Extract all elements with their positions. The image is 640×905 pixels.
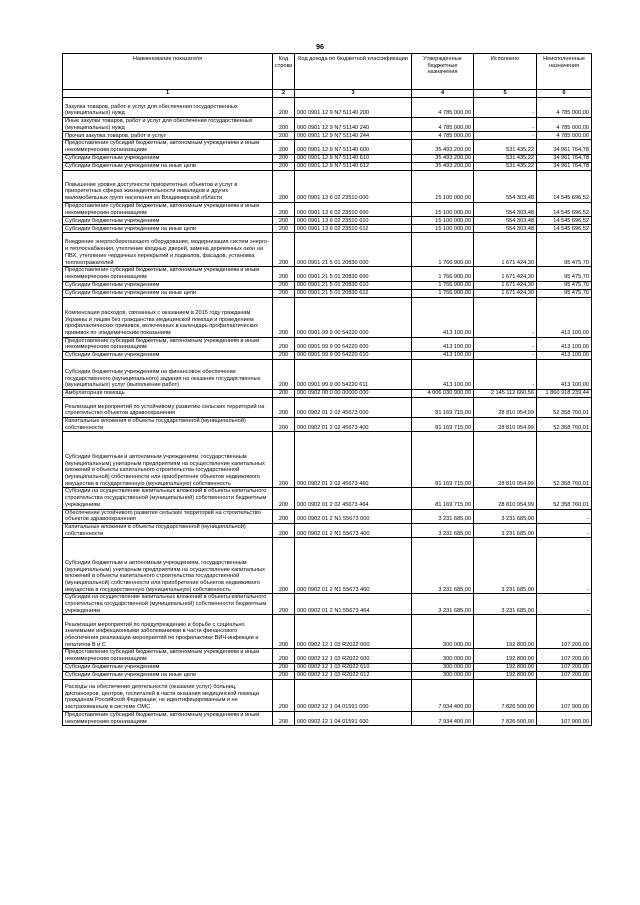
row-name: Субсидии на осуществление капитальных вложений в объекты капитального строительства государственной (муниципальной) собственности бюджетным учреждениям — [63, 594, 273, 615]
row-code: 200 — [273, 671, 295, 679]
row-approved: 3 231 685,00 — [412, 523, 474, 537]
table-row — [63, 360, 592, 390]
row-name: Амбулаторная помощь — [63, 390, 273, 398]
row-unexecuted: 413 100,00 — [537, 337, 592, 351]
row-code: 200 — [273, 352, 295, 360]
row-approved: 1 766 900,00 — [412, 289, 474, 297]
row-unexecuted: 413 100,00 — [537, 297, 592, 337]
row-kbk: 000 0902 01 2 02 45673 464 — [295, 488, 412, 509]
row-approved: 3 231 685,00 — [412, 509, 474, 523]
row-unexecuted: 107 200,00 — [537, 649, 592, 663]
row-name: Капитальные вложения в объекты государственной (муниципальной) собственности — [63, 523, 273, 537]
row-code: 200 — [273, 488, 295, 509]
row-unexecuted: - — [537, 509, 592, 523]
row-unexecuted: 4 785 000,00 — [537, 98, 592, 118]
row-unexecuted: 95 475,70 — [537, 267, 592, 281]
row-approved: 81 169 715,00 — [412, 398, 474, 418]
row-unexecuted: 107 900,00 — [537, 711, 592, 725]
row-executed: 1 671 424,30 — [474, 281, 537, 289]
row-approved: 15 100 000,00 — [412, 225, 474, 233]
row-unexecuted: 14 545 696,52 — [537, 202, 592, 216]
table-row — [63, 297, 592, 337]
row-kbk: 000 0901 12 9 N7 51140 610 — [295, 154, 412, 162]
table-row — [63, 398, 592, 418]
row-approved: 4 785 000,00 — [412, 98, 474, 118]
row-approved: 81 169 715,00 — [412, 488, 474, 509]
row-kbk: 000 0902 12 1 03 R2022 612 — [295, 671, 412, 679]
header-code: Код строки — [273, 54, 295, 90]
row-executed: 192 800,00 — [474, 663, 537, 671]
column-number: 3 — [295, 90, 412, 98]
row-kbk: 000 0901 99 9 00 54220 610 — [295, 352, 412, 360]
row-unexecuted: 4 785 000,00 — [537, 118, 592, 132]
row-unexecuted: 1 860 918 239,44 — [537, 390, 592, 398]
column-number: 1 — [63, 90, 273, 98]
row-code: 200 — [273, 289, 295, 297]
table-row — [63, 281, 592, 289]
table-row — [63, 390, 592, 398]
table-row — [63, 432, 592, 488]
row-executed: 1 671 424,30 — [474, 267, 537, 281]
row-kbk: 000 0901 12 9 N7 51140 600 — [295, 140, 412, 154]
row-code: 200 — [273, 649, 295, 663]
header-kbk: Код дохода по бюджетной классификации — [295, 54, 412, 90]
row-kbk: 000 0901 21 5 01 20830 600 — [295, 267, 412, 281]
table-row — [63, 132, 592, 140]
row-code: 200 — [273, 281, 295, 289]
row-unexecuted: 107 200,00 — [537, 663, 592, 671]
row-code: 200 — [273, 267, 295, 281]
row-approved: 4 785 000,00 — [412, 118, 474, 132]
row-name: Субсидии бюджетным учреждениям на финансовое обеспечение государственного (муниципального) задания на оказание государственных (муниципальных) услуг (выполнение работ) — [63, 360, 273, 390]
row-name: Субсидии бюджетным и автономным учреждениям, государственным (муниципальным) унитарным предприятиям на осуществление капитальных вложений в объекты капитального строительства государственной (муниципальной) собственности или приобретение объектов недвижимого имущества в государственную (муниципальную) собственность — [63, 432, 273, 488]
row-name: Повышение уровня доступности приоритетных объектов и услуг в приоритетных сферах жизнедеятельности инвалидов и других маломобильных групп населения во Владимирской области — [63, 170, 273, 202]
row-executed: 3 231 685,00 — [474, 523, 537, 537]
table-row — [63, 488, 592, 509]
row-name: Предоставление субсидий бюджетным, автономным учреждениям и иным некоммерческим организациям — [63, 711, 273, 725]
row-kbk: 000 0902 12 1 03 R2022 610 — [295, 663, 412, 671]
row-name: Предоставление субсидий бюджетным, автономным учреждениям и иным некоммерческим организациям — [63, 649, 273, 663]
table-row — [63, 594, 592, 615]
row-kbk: 000 0901 99 9 00 54220 000 — [295, 297, 412, 337]
table-row — [63, 170, 592, 202]
row-name: Компенсация расходов, связанных с оказанием в 2015 году гражданам Украины и лицам без гражданства медицинской помощи и проведением профилактических прививок, включенных в календарь профилактических прививок по эпидемическим показаниям — [63, 297, 273, 337]
table-row — [63, 337, 592, 351]
row-unexecuted: 95 475,70 — [537, 233, 592, 267]
row-executed: 28 810 954,99 — [474, 418, 537, 432]
row-kbk: 000 0902 12 1 04 01591 600 — [295, 711, 412, 725]
row-name: Предоставление субсидий бюджетным, автономным учреждениям и иным некоммерческим организациям — [63, 267, 273, 281]
row-name: Закупка товаров, работ и услуг для обеспечения государственных (муниципальных) нужд — [63, 98, 273, 118]
row-code: 200 — [273, 390, 295, 398]
table-row — [63, 233, 592, 267]
row-executed: 1 671 424,30 — [474, 233, 537, 267]
row-kbk: 000 0901 21 5 01 20830 000 — [295, 233, 412, 267]
row-kbk: 000 0901 13 6 02 23510 000 — [295, 170, 412, 202]
header-row — [63, 54, 592, 90]
table-row — [63, 267, 592, 281]
row-executed: 1 671 424,30 — [474, 289, 537, 297]
row-approved: 413 100,00 — [412, 297, 474, 337]
row-code: 200 — [273, 418, 295, 432]
row-kbk: 000 0901 12 9 N7 51140 200 — [295, 98, 412, 118]
row-approved: 81 169 715,00 — [412, 418, 474, 432]
row-kbk: 000 0902 12 1 04 01591 000 — [295, 679, 412, 711]
row-kbk: 000 0902 01 2 N1 55673 400 — [295, 523, 412, 537]
row-executed: 28 810 954,99 — [474, 398, 537, 418]
row-approved: 81 169 715,00 — [412, 432, 474, 488]
row-approved: 4 785 000,00 — [412, 132, 474, 140]
table-row — [63, 663, 592, 671]
row-approved: 300 000,00 — [412, 671, 474, 679]
row-unexecuted: 14 545 696,52 — [537, 225, 592, 233]
column-number: 6 — [537, 90, 592, 98]
row-approved: 300 000,00 — [412, 615, 474, 649]
row-approved: 1 766 900,00 — [412, 233, 474, 267]
row-kbk: 000 0902 12 1 03 R2022 600 — [295, 649, 412, 663]
table-body — [63, 98, 592, 726]
row-approved: 7 934 400,00 — [412, 711, 474, 725]
row-kbk: 000 0902 00 0 00 00000 000 — [295, 390, 412, 398]
row-code: 200 — [273, 233, 295, 267]
row-executed: 192 800,00 — [474, 649, 537, 663]
row-name: Прочая закупка товаров, работ и услуг — [63, 132, 273, 140]
row-code: 200 — [273, 523, 295, 537]
row-code: 200 — [273, 509, 295, 523]
row-unexecuted: 52 358 760,01 — [537, 488, 592, 509]
row-name: Субсидии бюджетным учреждениям — [63, 217, 273, 225]
row-unexecuted: 52 358 760,01 — [537, 432, 592, 488]
row-name: Субсидии бюджетным учреждениям — [63, 154, 273, 162]
budget-execution-table — [62, 53, 592, 726]
column-number: 5 — [474, 90, 537, 98]
row-executed: 192 800,00 — [474, 671, 537, 679]
row-executed: - — [474, 132, 537, 140]
row-unexecuted: 413 100,00 — [537, 352, 592, 360]
row-name: Предоставление субсидий бюджетным, автономным учреждениям и иным некоммерческим организациям — [63, 337, 273, 351]
row-executed: 554 303,48 — [474, 202, 537, 216]
row-approved: 15 100 000,00 — [412, 217, 474, 225]
row-unexecuted: 52 358 760,01 — [537, 398, 592, 418]
row-kbk: 000 0902 01 2 02 45673 400 — [295, 418, 412, 432]
table-row — [63, 140, 592, 154]
row-executed: - — [474, 297, 537, 337]
row-kbk: 000 0901 99 9 00 54220 600 — [295, 337, 412, 351]
table-row — [63, 98, 592, 118]
row-unexecuted: 413 100,00 — [537, 360, 592, 390]
row-code: 200 — [273, 711, 295, 725]
row-approved: 3 231 685,00 — [412, 594, 474, 615]
header-executed: Исполнено — [474, 54, 537, 90]
row-code: 200 — [273, 162, 295, 170]
row-code: 200 — [273, 679, 295, 711]
row-name: Субсидии бюджетным учреждениям на иные цели — [63, 289, 273, 297]
row-name: Субсидии бюджетным учреждениям на иные цели — [63, 671, 273, 679]
row-kbk: 000 0902 01 2 02 45673 460 — [295, 432, 412, 488]
row-name: Капитальные вложения в объекты государственной (муниципальной) собственности — [63, 418, 273, 432]
row-code: 200 — [273, 360, 295, 390]
row-kbk: 000 0901 13 6 02 23510 600 — [295, 202, 412, 216]
header-name: Наименование показателя — [63, 54, 273, 90]
row-name: Реализация мероприятий по устойчивому развитию сельских территорий на строительство объектов здравоохранения — [63, 398, 273, 418]
row-code: 200 — [273, 538, 295, 594]
row-executed: 3 231 685,00 — [474, 509, 537, 523]
row-unexecuted: 4 785 000,00 — [537, 132, 592, 140]
row-kbk: 000 0901 21 5 01 20830 612 — [295, 289, 412, 297]
row-name: Субсидии бюджетным учреждениям на иные цели — [63, 162, 273, 170]
row-unexecuted: 107 900,00 — [537, 679, 592, 711]
row-approved: 1 766 900,00 — [412, 281, 474, 289]
row-kbk: 000 0901 21 5 01 20830 610 — [295, 281, 412, 289]
row-name: Субсидии бюджетным учреждениям на иные цели — [63, 225, 273, 233]
row-kbk: 000 0902 01 2 N1 55673 000 — [295, 509, 412, 523]
row-approved: 3 231 685,00 — [412, 538, 474, 594]
row-name: Обеспечение устойчивого развития сельских территорий на строительство объектов здравоохранения — [63, 509, 273, 523]
row-approved: 15 100 000,00 — [412, 202, 474, 216]
row-executed: - — [474, 98, 537, 118]
row-code: 200 — [273, 98, 295, 118]
row-executed: 531 435,22 — [474, 140, 537, 154]
row-approved: 1 766 900,00 — [412, 267, 474, 281]
row-unexecuted: - — [537, 523, 592, 537]
row-code: 200 — [273, 398, 295, 418]
row-executed: - — [474, 360, 537, 390]
row-unexecuted: 14 545 696,52 — [537, 170, 592, 202]
table-row — [63, 225, 592, 233]
table-row — [63, 418, 592, 432]
row-executed: 7 826 500,00 — [474, 711, 537, 725]
row-executed: 554 303,48 — [474, 170, 537, 202]
column-number-row — [63, 90, 592, 98]
row-executed: 531 435,22 — [474, 154, 537, 162]
row-kbk: 000 0901 99 9 00 54220 611 — [295, 360, 412, 390]
row-unexecuted: 34 961 764,78 — [537, 162, 592, 170]
header-approved: Утвержденные бюджетные назначения — [412, 54, 474, 90]
row-unexecuted: 95 475,70 — [537, 289, 592, 297]
table-row — [63, 649, 592, 663]
row-unexecuted: 52 358 760,01 — [537, 418, 592, 432]
row-name: Расходы на обеспечение деятельности (оказание услуг) больниц, диспансеров, центров, госпиталей в части оказания медицинской помощи гражданам Российской Федерации, не идентифицированным и не застрахованным в системе ОМС — [63, 679, 273, 711]
row-unexecuted: 107 200,00 — [537, 615, 592, 649]
row-code: 200 — [273, 118, 295, 132]
row-executed: 28 810 954,99 — [474, 432, 537, 488]
row-code: 200 — [273, 140, 295, 154]
table-row — [63, 523, 592, 537]
row-executed: 2 145 112 660,56 — [474, 390, 537, 398]
row-approved: 35 493 200,00 — [412, 140, 474, 154]
row-unexecuted: 107 200,00 — [537, 671, 592, 679]
row-code: 200 — [273, 594, 295, 615]
table-row — [63, 154, 592, 162]
row-kbk: 000 0901 13 6 02 23510 610 — [295, 217, 412, 225]
row-executed: 531 435,22 — [474, 162, 537, 170]
row-name: Субсидии бюджетным учреждениям — [63, 352, 273, 360]
row-executed: 554 303,48 — [474, 225, 537, 233]
row-code: 200 — [273, 132, 295, 140]
row-executed: - — [474, 337, 537, 351]
table-row — [63, 679, 592, 711]
row-unexecuted: 34 961 764,78 — [537, 140, 592, 154]
row-kbk: 000 0902 01 2 N1 55673 460 — [295, 538, 412, 594]
row-approved: 4 006 030 900,00 — [412, 390, 474, 398]
row-code: 200 — [273, 663, 295, 671]
row-approved: 413 100,00 — [412, 337, 474, 351]
row-name: Субсидии на осуществление капитальных вложений в объекты капитального строительства государственной (муниципальной) собственности бюджетным учреждениям — [63, 488, 273, 509]
row-code: 200 — [273, 432, 295, 488]
table-row — [63, 202, 592, 216]
table-row — [63, 538, 592, 594]
row-unexecuted: 34 961 764,78 — [537, 154, 592, 162]
table-row — [63, 352, 592, 360]
table-row — [63, 289, 592, 297]
row-kbk: 000 0902 12 1 03 R2022 000 — [295, 615, 412, 649]
row-approved: 413 100,00 — [412, 352, 474, 360]
row-executed: - — [474, 352, 537, 360]
row-code: 200 — [273, 615, 295, 649]
row-name: Субсидии бюджетным учреждениям — [63, 281, 273, 289]
column-number: 4 — [412, 90, 474, 98]
row-executed: - — [474, 118, 537, 132]
row-name: Предоставление субсидий бюджетным, автономным учреждениям и иным некоммерческим организациям — [63, 202, 273, 216]
row-executed: 192 800,00 — [474, 615, 537, 649]
table-row — [63, 615, 592, 649]
row-name: Предоставление субсидий бюджетным, автономным учреждениям и иным некоммерческим организациям — [63, 140, 273, 154]
row-name: Субсидии бюджетным учреждениям — [63, 663, 273, 671]
row-code: 200 — [273, 225, 295, 233]
row-name: Реализация мероприятий по предупреждению и борьбе с социально значимыми инфекционными заболеваниями в части финансового обеспечения реализации мероприятий по профилактике ВИЧ-инфекции и гепатитов В и С — [63, 615, 273, 649]
row-code: 200 — [273, 337, 295, 351]
row-approved: 35 493 200,00 — [412, 154, 474, 162]
row-unexecuted: - — [537, 594, 592, 615]
row-unexecuted: 95 475,70 — [537, 281, 592, 289]
row-approved: 35 493 200,00 — [412, 162, 474, 170]
row-approved: 300 000,00 — [412, 649, 474, 663]
row-name: Иные закупки товаров, работ и услуг для обеспечения государственных (муниципальных) нужд — [63, 118, 273, 132]
row-executed: 3 231 685,00 — [474, 594, 537, 615]
row-kbk: 000 0902 01 2 02 45673 000 — [295, 398, 412, 418]
row-code: 200 — [273, 217, 295, 225]
row-unexecuted: 14 545 696,52 — [537, 217, 592, 225]
row-code: 200 — [273, 297, 295, 337]
table-row — [63, 118, 592, 132]
row-unexecuted: - — [537, 538, 592, 594]
row-code: 200 — [273, 202, 295, 216]
table-row — [63, 711, 592, 725]
row-approved: 15 100 000,00 — [412, 170, 474, 202]
table-row — [63, 162, 592, 170]
row-approved: 413 100,00 — [412, 360, 474, 390]
row-code: 200 — [273, 170, 295, 202]
row-kbk: 000 0902 01 2 N1 55673 464 — [295, 594, 412, 615]
table-row — [63, 217, 592, 225]
row-name: Субсидии бюджетным и автономным учреждениям, государственным (муниципальным) унитарным предприятиям на осуществление капитальных вложений в объекты капитального строительства государственной (муниципальной) собственности или приобретение объектов недвижимого имущества в государственную (муниципальную) собственность — [63, 538, 273, 594]
table-row — [63, 671, 592, 679]
row-executed: 554 303,48 — [474, 217, 537, 225]
table-row — [63, 509, 592, 523]
row-approved: 7 934 400,00 — [412, 679, 474, 711]
page-number: 96 — [316, 44, 324, 51]
header-unexecuted: Неисполненные назначения — [537, 54, 592, 90]
row-executed: 28 810 954,99 — [474, 488, 537, 509]
row-code: 200 — [273, 154, 295, 162]
row-executed: 7 826 500,00 — [474, 679, 537, 711]
row-kbk: 000 0901 13 6 02 23510 612 — [295, 225, 412, 233]
row-name: Внедрение энергосберегающего оборудования, модернизация систем энерго- и теплоснабжения, утепление входных дверей, замена деревянных окон на ПВХ, утепление чердачных перекрытий и подвалов, фасадов, установка теплоотражателей — [63, 233, 273, 267]
row-kbk: 000 0901 12 9 N7 51140 612 — [295, 162, 412, 170]
row-approved: 300 000,00 — [412, 663, 474, 671]
column-number: 2 — [273, 90, 295, 98]
row-kbk: 000 0901 12 9 N7 51140 240 — [295, 118, 412, 132]
row-executed: 3 231 685,00 — [474, 538, 537, 594]
row-kbk: 000 0901 12 9 N7 51140 244 — [295, 132, 412, 140]
